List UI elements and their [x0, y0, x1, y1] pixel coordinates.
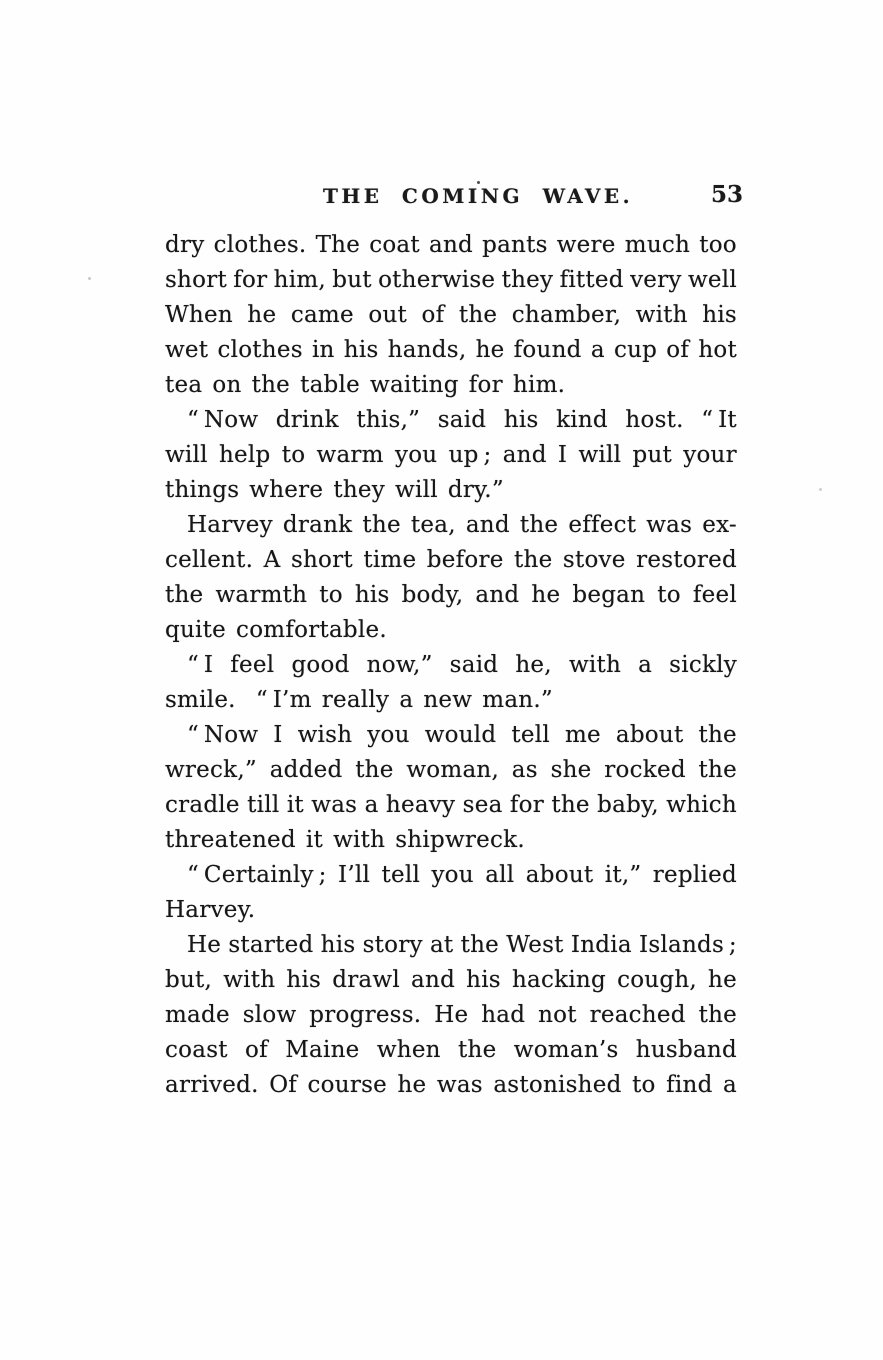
word: with [568, 652, 622, 678]
word: he [475, 337, 505, 363]
word: reached [589, 1002, 686, 1028]
word: the [519, 512, 559, 538]
word: a [590, 337, 605, 363]
text-line: threatened it with shipwreck. [165, 827, 525, 853]
word: about [615, 722, 684, 748]
word: time [363, 547, 417, 573]
word: baby, [597, 792, 659, 818]
word: added [269, 757, 343, 783]
word: course [307, 1072, 387, 1098]
word: at [429, 932, 454, 958]
word: A [263, 547, 281, 573]
word: wreck,” [165, 757, 257, 783]
word: which [666, 792, 737, 818]
word: story [362, 932, 423, 958]
text-line [165, 228, 737, 263]
word: came [290, 302, 354, 328]
text-line [165, 403, 737, 438]
word: sickly [669, 652, 737, 678]
word: hot [698, 337, 737, 363]
word: for [509, 792, 545, 818]
word: tea, [410, 512, 456, 538]
word: pants [482, 232, 548, 258]
word: he [531, 582, 561, 608]
paragraph [165, 928, 737, 1103]
word: warmth [215, 582, 308, 608]
word: before [426, 547, 504, 573]
word: to [657, 582, 681, 608]
word: body, [401, 582, 464, 608]
word: he [397, 1072, 427, 1098]
page-title: THE COMING WAVE. [322, 184, 634, 208]
word: host. [625, 407, 684, 433]
scan-speck [88, 277, 91, 280]
word: astonished [493, 1072, 622, 1098]
word: with [635, 302, 688, 328]
word: replied [652, 862, 737, 888]
scan-speck [477, 181, 480, 184]
word: progress. [309, 1002, 422, 1028]
text-line [165, 753, 737, 788]
word: cough, [617, 967, 697, 993]
word: your [683, 442, 737, 468]
word: will [578, 442, 622, 468]
word: this,” [356, 407, 421, 433]
word: his [343, 337, 379, 363]
word: restored [636, 547, 737, 573]
word: to [319, 582, 343, 608]
word: feel [692, 582, 737, 608]
word: about [525, 862, 594, 888]
paragraph [165, 718, 737, 858]
word: I’ll [338, 862, 371, 888]
text-block [165, 228, 737, 1103]
paragraph [165, 228, 737, 403]
word: effect [568, 512, 637, 538]
word: warm [316, 442, 384, 468]
word: Islands ; [639, 932, 737, 958]
word: coast [165, 1037, 228, 1063]
word: much [624, 232, 691, 258]
word: The [315, 232, 361, 258]
paragraph [165, 508, 737, 648]
word: stove [562, 547, 626, 573]
word: was [311, 792, 358, 818]
word: the [458, 1037, 497, 1063]
word: drink [275, 407, 339, 433]
text-line: Harvey. [165, 897, 256, 923]
word: of [421, 302, 445, 328]
word: and [465, 512, 510, 538]
word: cradle [165, 792, 240, 818]
word: fitted [559, 267, 624, 293]
word: he [247, 302, 277, 328]
word: the [165, 582, 204, 608]
page-number: 53 [710, 181, 743, 208]
text-line [165, 263, 737, 298]
word: coat [369, 232, 420, 258]
text-line [165, 333, 737, 368]
paragraph [165, 648, 737, 718]
text-line [165, 578, 737, 613]
text-line [165, 1068, 737, 1103]
word: all [485, 862, 515, 888]
word: the [460, 932, 500, 958]
paragraph [165, 858, 737, 928]
text-line [165, 998, 737, 1033]
word: now,” [366, 652, 433, 678]
word: woman’s [513, 1037, 619, 1063]
word: short [290, 547, 353, 573]
word: the [698, 757, 737, 783]
word: they [501, 267, 554, 293]
text-line [165, 508, 737, 543]
text-line: smile. “ I’m really a new man.” [165, 687, 553, 713]
word: woman, [406, 757, 500, 783]
word: but [332, 267, 372, 293]
word: the [698, 722, 737, 748]
word: till [247, 792, 280, 818]
word: his [503, 407, 539, 433]
word: started [228, 932, 314, 958]
word: tell [511, 722, 550, 748]
text-line: things where they will dry.” [165, 477, 504, 503]
text-line [165, 438, 737, 473]
word: his [320, 932, 356, 958]
word: of [666, 337, 690, 363]
word: and [428, 232, 473, 258]
word: with [223, 967, 276, 993]
word: I [273, 722, 283, 748]
word: of [245, 1037, 268, 1063]
text-line [165, 1033, 737, 1068]
word: hacking [511, 967, 606, 993]
word: He [187, 932, 222, 958]
word: “ Certainly ; [187, 862, 327, 888]
word: Maine [285, 1037, 360, 1063]
word: slow [242, 1002, 297, 1028]
word: the [362, 512, 401, 538]
word: said [437, 407, 487, 433]
word: his [466, 967, 501, 993]
text-line [165, 963, 737, 998]
word: too [699, 232, 737, 258]
word: a [364, 792, 379, 818]
word: made [165, 1002, 230, 1028]
paragraph [165, 403, 737, 508]
word: and [502, 442, 547, 468]
word: but, [165, 967, 213, 993]
word: were [556, 232, 616, 258]
word: sea [462, 792, 503, 818]
word: found [513, 337, 582, 363]
word: it [286, 792, 304, 818]
word: you [431, 862, 474, 888]
word: the [551, 792, 590, 818]
word: hands, [387, 337, 467, 363]
word: not [538, 1002, 577, 1028]
word: when [376, 1037, 441, 1063]
word: drank [282, 512, 353, 538]
word: and [475, 582, 520, 608]
word: otherwise [378, 267, 496, 293]
word: the [514, 547, 553, 573]
word: ex- [702, 512, 737, 538]
word: tell [381, 862, 421, 888]
word: clothes. [213, 232, 307, 258]
word: short [165, 267, 227, 293]
word: well [687, 267, 737, 293]
word: Harvey [187, 512, 273, 538]
word: the [355, 757, 394, 783]
word: was [646, 512, 693, 538]
word: you [394, 442, 438, 468]
word: drawl [332, 967, 400, 993]
word: would [424, 722, 497, 748]
word: wet [165, 337, 209, 363]
word: When [165, 302, 233, 328]
word: kind [556, 407, 608, 433]
word: dry [165, 232, 205, 258]
word: up ; [448, 442, 492, 468]
text-line: quite comfortable. [165, 617, 387, 643]
word: heavy [385, 792, 456, 818]
text-line [165, 298, 737, 333]
word: “ Now [187, 722, 259, 748]
word: me [564, 722, 601, 748]
word: good [291, 652, 350, 678]
word: to [632, 1072, 656, 1098]
word: “ It [701, 407, 737, 433]
word: the [698, 1002, 737, 1028]
word: for [233, 267, 268, 293]
word: it,” [604, 862, 642, 888]
word: him, [273, 267, 326, 293]
word: He [434, 1002, 469, 1028]
word: was [436, 1072, 483, 1098]
word: I [557, 442, 568, 468]
text-line [165, 648, 737, 683]
word: cellent. [165, 547, 254, 573]
word: as [511, 757, 538, 783]
word: out [368, 302, 407, 328]
word: clothes [217, 337, 303, 363]
word: chamber, [511, 302, 622, 328]
word: put [632, 442, 672, 468]
running-head [165, 181, 743, 211]
word: his [286, 967, 322, 993]
word: had [481, 1002, 526, 1028]
word: “ Now [187, 407, 259, 433]
text-line [165, 788, 737, 823]
word: he [708, 967, 737, 993]
text-line [165, 858, 737, 893]
word: a [638, 652, 653, 678]
word: husband [635, 1037, 737, 1063]
word: arrived. [165, 1072, 259, 1098]
word: his [354, 582, 390, 608]
word: wish [297, 722, 353, 748]
text-line [165, 928, 737, 963]
word: his [702, 302, 737, 328]
word: she [550, 757, 592, 783]
word: West [506, 932, 564, 958]
word: feel [230, 652, 275, 678]
word: and [411, 967, 456, 993]
word: India [570, 932, 632, 958]
word: he, [515, 652, 552, 678]
text-line [165, 718, 737, 753]
word: Of [269, 1072, 298, 1098]
text-line [165, 543, 737, 578]
word: very [630, 267, 682, 293]
word: find [666, 1072, 713, 1098]
word: to [281, 442, 306, 468]
word: “ I [187, 652, 214, 678]
word: will [165, 442, 208, 468]
word: rocked [604, 757, 686, 783]
word: a [723, 1072, 737, 1098]
word: said [449, 652, 499, 678]
word: you [367, 722, 410, 748]
word: cup [613, 337, 658, 363]
text-line: tea on the table waiting for him. [165, 372, 566, 398]
scan-speck [819, 488, 822, 491]
word: the [458, 302, 498, 328]
word: in [311, 337, 335, 363]
word: began [572, 582, 646, 608]
word: help [218, 442, 271, 468]
